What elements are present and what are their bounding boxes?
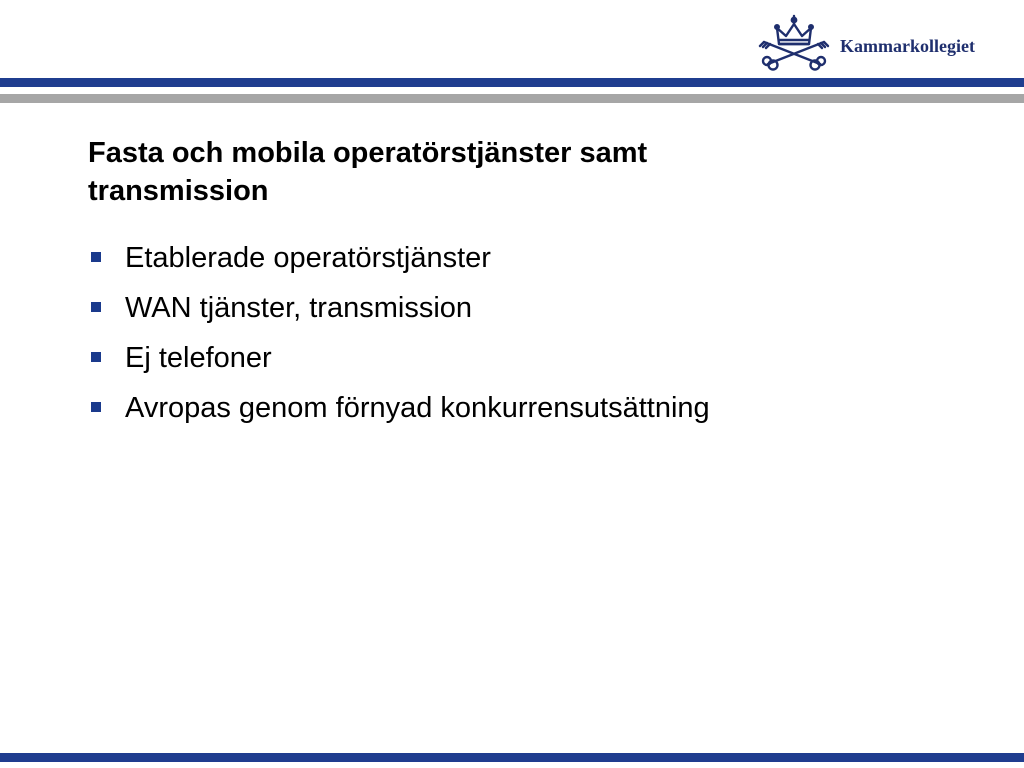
slide-title-line1: Fasta och mobila operatörstjänster samt (88, 137, 648, 169)
list-item (88, 336, 968, 386)
kammarkollegiet-logo (754, 14, 1004, 74)
top-blue-rule (0, 78, 1024, 87)
bullet-text: WAN tjänster, transmission (125, 292, 473, 324)
crown-crossed-keys-icon (754, 14, 834, 72)
bullet-text: Avropas genom förnyad konkurrensutsättning (125, 392, 710, 424)
square-bullet-icon (91, 252, 101, 262)
list-item (88, 236, 968, 286)
square-bullet-icon (91, 402, 101, 412)
square-bullet-icon (91, 302, 101, 312)
bullet-text: Ej telefoner (125, 342, 272, 374)
square-bullet-icon (91, 352, 101, 362)
bullet-text: Etablerade operatörstjänster (125, 242, 491, 274)
list-item (88, 286, 968, 336)
slide-title-line2: transmission (88, 175, 269, 207)
brand-name: Kammarkollegiet (840, 36, 975, 56)
bullet-list (88, 236, 968, 436)
list-item (88, 386, 968, 436)
gray-rule (0, 94, 1024, 103)
bottom-blue-rule (0, 753, 1024, 762)
slide-title (88, 134, 928, 210)
